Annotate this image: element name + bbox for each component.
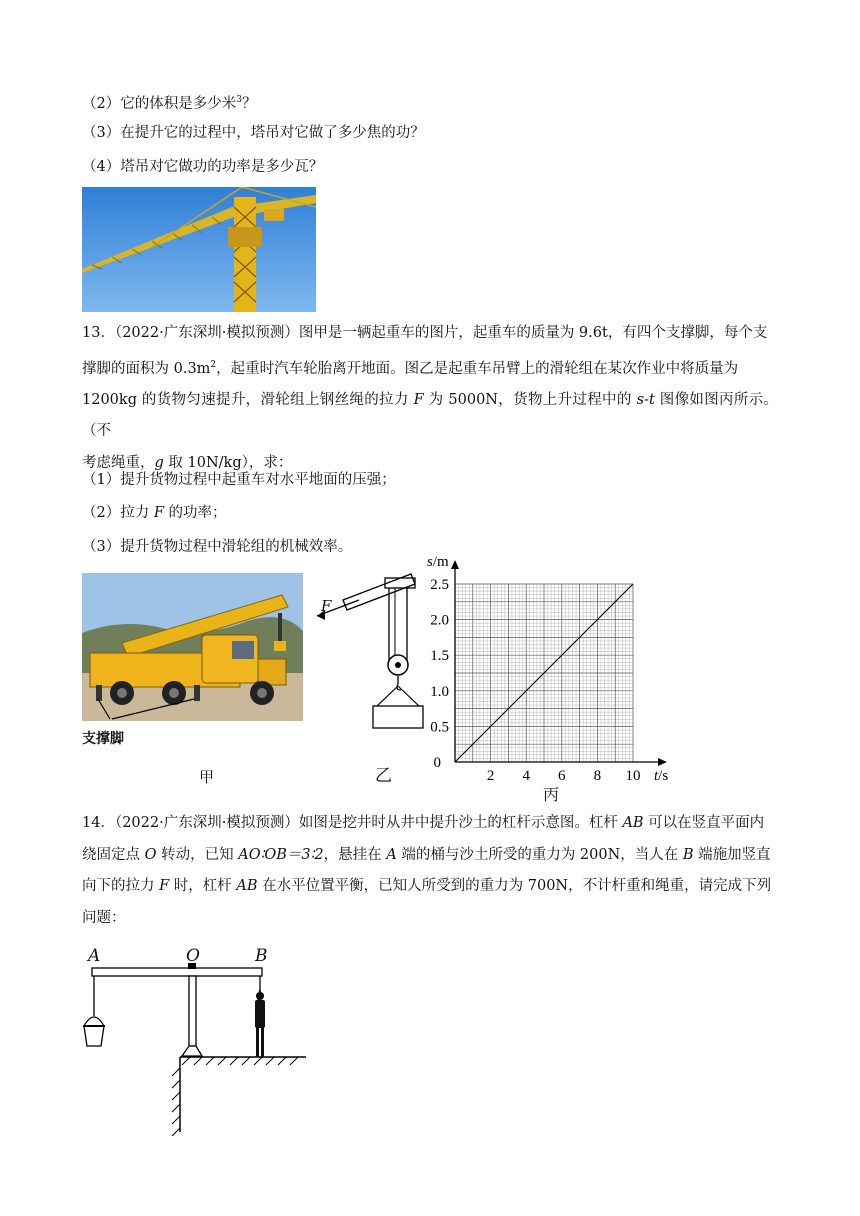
lever-diagram [82,946,312,1136]
origin-label: 0 [433,755,441,771]
q14-line3: 向下的拉力 F 时，杠杆 AB 在水平位置平衡，已知人所受到的重力为 700N，不计杆重和绳重，请完成下列 [82,878,772,894]
q13-sub2: （2）拉力 F 的功率； [82,505,227,521]
y-tick-label: 2.0 [430,612,449,629]
lever-point-a: A [88,946,101,966]
figure-yi-label: 乙 [375,766,392,786]
q13-line4: 考虑绳重，g 取 10N/kg），求： [82,454,293,471]
q14-line1: 14．（2022·广东深圳·模拟预测）如图是挖井时从井中提升沙土的杠杆示意图。杠杆 AB 可以在竖直平面内 [82,815,765,831]
x-tick-label: 10 [625,768,641,782]
y-tick-label: 1.0 [430,683,449,700]
q12-sub3: （3）在提升它的过程中，塔吊对它做了多少焦的功？ [82,125,425,141]
lever-point-o: O [186,946,200,966]
lever-point-b: B [255,946,268,966]
truck-crane-photo [82,573,303,721]
y-tick-label: 1.5 [430,648,449,665]
pulley-diagram [315,566,435,734]
figure-jia-label: 甲 [199,768,215,786]
x-tick-label: 6 [558,768,566,782]
q12-sub2: （2）它的体积是多少米$^3$？ [82,95,257,112]
x-tick-label: 2 [486,768,495,782]
q14-text [82,808,778,934]
q13-text [82,318,778,479]
q14-line4: 问题： [82,909,126,926]
y-tick-label: 0.5 [430,719,449,736]
q13-sub3: （3）提升货物过程中滑轮组的机械效率。 [82,539,353,555]
x-axis-arrow [658,758,667,766]
q13-line1: 13．（2022·广东深圳·模拟预测）图甲是一辆起重车的图片，起重车的质量为 9.6t，有四个支撑脚，每个支 [82,325,768,341]
q14-line2: 绕固定点 O 转动，已知 AO∶OB＝3∶2，悬挂在 A 端的桶与沙土所受的重力为 200N，当人在 B 端施加竖直 [82,846,771,863]
q13-line3: 1200kg 的货物匀速提升，滑轮组上钢丝绳的拉力 F 为 5000N，货物上升过程中的 s-t 图像如图丙所示。（不 [82,391,779,440]
x-tick-label: 4 [522,768,530,782]
y-tick-label: 2.5 [430,577,449,593]
st-chart-svg [420,552,670,782]
y-axis-label: s/m [427,554,449,570]
q12-sub4: （4）塔吊对它做功的功率是多少瓦？ [82,159,324,175]
support-leg-label: 支撑脚 [82,731,124,747]
figure-bing-label: 丙 [543,785,560,804]
q13-line2: 撑脚的面积为 $0.3m^2$，起重时汽车轮胎离开地面。图乙是起重车吊臂上的滑轮组在某次作业中将质量为 [82,359,739,377]
force-label-f: F [321,597,332,615]
y-axis-arrow [451,560,459,569]
q13-sub1: （1）提升货物过程中起重车对水平地面的压强； [82,472,396,488]
x-tick-label: 8 [593,768,602,782]
tower-crane-photo [82,187,316,312]
x-axis-label: t/s [654,768,669,782]
st-chart [420,552,670,782]
